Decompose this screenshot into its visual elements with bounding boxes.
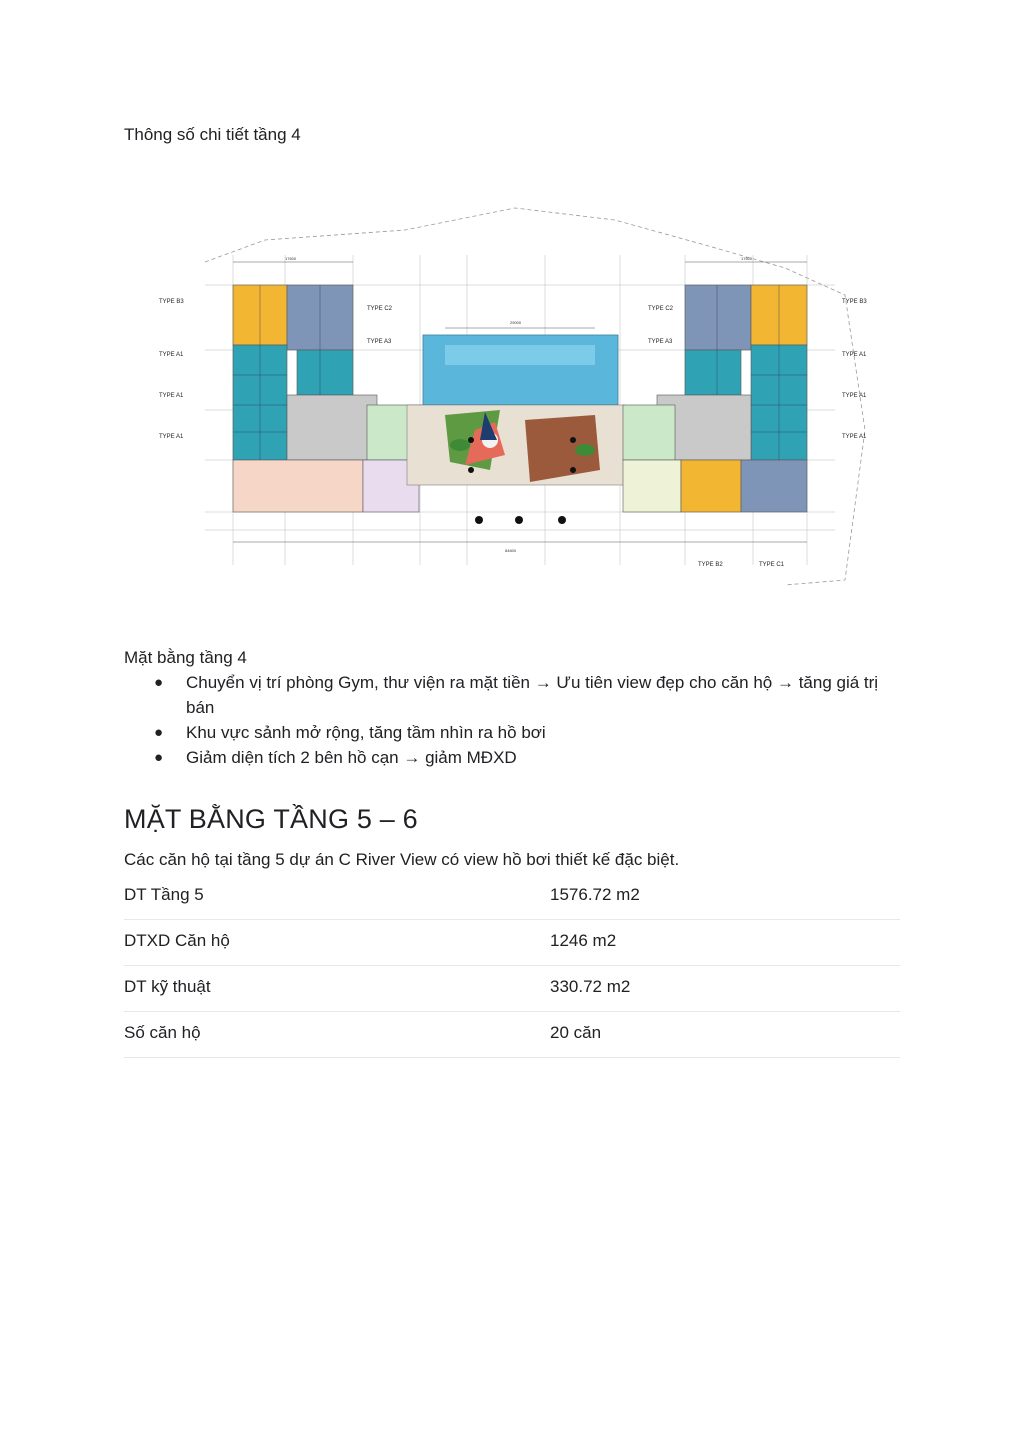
row-label: Số căn hộ <box>124 1023 201 1042</box>
label-type-c2-right: TYPE C2 <box>648 306 674 312</box>
label-type-a1-right-1: TYPE A1 <box>842 352 867 358</box>
row-value: 330.72 m2 <box>550 977 631 996</box>
bullet-item <box>124 746 884 771</box>
dim-top-right: 17600 <box>741 256 753 261</box>
bullet-list <box>124 671 884 771</box>
bullet-text: Giảm diện tích 2 bên hồ cạn → giảm MĐXD <box>186 747 517 767</box>
dim-top-left: 17600 <box>285 256 297 261</box>
label-type-b2: TYPE B2 <box>698 562 723 568</box>
bullet-text: Chuyển vị trí phòng Gym, thư viện ra mặt tiền → Ưu tiên view đẹp cho căn hộ → tăng giá trị bán <box>186 673 879 717</box>
table-row <box>124 1012 900 1058</box>
table-row <box>124 966 900 1012</box>
row-label: DTXD Căn hộ <box>124 931 230 950</box>
label-type-a1-left-3: TYPE A1 <box>159 434 184 440</box>
table-row <box>124 920 900 966</box>
bullet-text: Khu vực sảnh mở rộng, tăng tầm nhìn ra hồ bơi <box>186 722 546 742</box>
plan-caption: Mặt bằng tầng 4 <box>124 648 247 667</box>
bullet-item <box>124 721 884 746</box>
label-type-a1-left-2: TYPE A1 <box>159 393 184 399</box>
bullet-icon: ● <box>154 674 164 691</box>
dim-pool: 29000 <box>510 320 522 325</box>
label-type-a1-right-3: TYPE A1 <box>842 434 867 440</box>
row-label: DT kỹ thuật <box>124 977 211 996</box>
label-type-a3-right: TYPE A3 <box>648 339 673 345</box>
label-type-c2-left: TYPE C2 <box>367 306 393 312</box>
section-heading: MẶT BẰNG TẦNG 5 – 6 <box>124 804 418 834</box>
floor-plan-image <box>145 200 885 595</box>
bullet-item <box>124 671 884 720</box>
bullet-icon: ● <box>154 748 164 766</box>
label-type-a1-left-1: TYPE A1 <box>159 352 184 358</box>
row-value: 1246 m2 <box>550 931 617 950</box>
row-label: DT Tầng 5 <box>124 885 204 904</box>
row-value: 20 căn <box>550 1023 602 1042</box>
spec-table <box>124 874 900 1058</box>
label-type-a3-left: TYPE A3 <box>367 339 392 345</box>
dim-total: 84600 <box>505 548 517 553</box>
section-description: Các căn hộ tại tầng 5 dự án C River View có view hồ bơi thiết kế đặc biệt. <box>124 850 680 869</box>
label-type-a1-right-2: TYPE A1 <box>842 393 867 399</box>
label-type-b3-right: TYPE B3 <box>842 299 867 305</box>
table-row <box>124 874 900 920</box>
bullet-icon: ● <box>154 723 164 741</box>
label-type-c1: TYPE C1 <box>759 562 785 568</box>
label-type-b3-left: TYPE B3 <box>159 299 184 305</box>
intro-text: Thông số chi tiết tầng 4 <box>124 125 301 144</box>
row-value: 1576.72 m2 <box>550 885 640 904</box>
